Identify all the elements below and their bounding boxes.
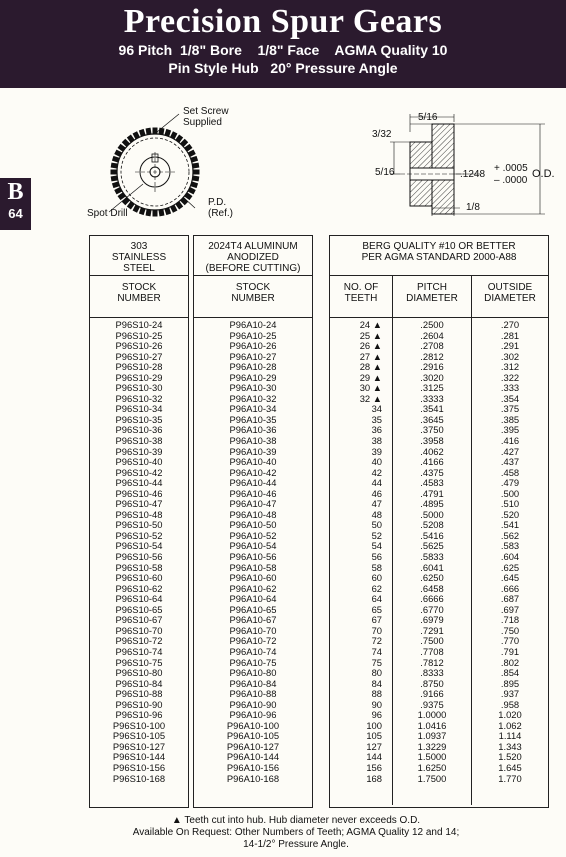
number-of-teeth: 127 [366, 740, 382, 752]
number-of-teeth: 39 [371, 445, 382, 457]
steel-stock-number: P96S10-144 [112, 751, 166, 763]
pitch-diameter: .5208 [420, 519, 444, 531]
aluminum-stock-number: P96A10-80 [229, 667, 277, 679]
section-tab [0, 178, 31, 230]
pitch-diameter: .3958 [420, 435, 444, 447]
pitch-diameter: .3125 [420, 382, 444, 394]
aluminum-stock-number: P96A10-46 [229, 487, 277, 499]
steel-stock-number: P96S10-34 [115, 403, 163, 415]
pitch-diameter: 1.3229 [417, 740, 447, 752]
aluminum-stock-number: P96A10-70 [229, 624, 277, 636]
footnote-line-2: Available On Request: Other Numbers of Teeth; AGMA Quality 12 and 14; [132, 827, 460, 838]
outside-diameter: .479 [500, 477, 520, 489]
steel-stock-number: P96S10-46 [115, 487, 163, 499]
outside-diameter: .604 [500, 551, 520, 563]
outside-diameter: .375 [500, 403, 520, 415]
steel-stock-number: P96S10-38 [115, 435, 163, 447]
aluminum-stock-number: P96A10-100 [226, 719, 280, 731]
outside-diameter: .802 [500, 656, 520, 668]
aluminum-stock-number: P96A10-32 [229, 392, 277, 404]
number-of-teeth: 64 [371, 593, 382, 605]
aluminum-stock-number: P96A10-38 [229, 435, 277, 447]
steel-stock-number: P96S10-156 [112, 761, 166, 773]
outside-diameter: .281 [500, 329, 520, 341]
steel-stock-number: P96S10-74 [115, 645, 163, 657]
number-of-teeth: 27 ▲ [359, 350, 382, 362]
steel-stock-number: P96S10-44 [115, 477, 163, 489]
steel-stock-number: P96S10-70 [115, 624, 163, 636]
steel-stock-panel [89, 235, 189, 808]
face-dimension-label: 1/8 [466, 202, 480, 213]
steel-stock-list [90, 318, 188, 784]
steel-stock-number: P96S10-52 [115, 529, 163, 541]
steel-stock-number: P96S10-30 [115, 382, 163, 394]
pitch-diameter: .6250 [420, 572, 444, 584]
pitch-diameter: .9375 [420, 698, 444, 710]
steel-stock-number: P96S10-67 [115, 614, 163, 626]
number-of-teeth: 96 [371, 709, 382, 721]
outside-diameter: .500 [500, 487, 520, 499]
pitch-diameter: .2916 [420, 361, 444, 373]
aluminum-stock-number: P96A10-26 [229, 340, 277, 352]
aluminum-stock-number: P96A10-105 [226, 730, 280, 742]
aluminum-material-header: 2024T4 ALUMINUM ANODIZED (BEFORE CUTTING) [194, 236, 312, 276]
header-banner [0, 0, 566, 88]
aluminum-stock-number: P96A10-44 [229, 477, 277, 489]
steel-stock-number: P96S10-100 [112, 719, 166, 731]
pitch-diameter: .6770 [420, 603, 444, 615]
pitch-diameter: .3333 [420, 392, 444, 404]
number-of-teeth: 46 [371, 487, 382, 499]
pitch-diameter: .6979 [420, 614, 444, 626]
steel-stock-column-header: STOCK NUMBER [90, 276, 188, 318]
pitch-diameter: 1.0000 [417, 709, 447, 721]
steel-stock-number: P96S10-75 [115, 656, 163, 668]
steel-stock-number: P96S10-48 [115, 508, 163, 520]
outside-diameter: .854 [500, 667, 520, 679]
outside-diameter: 1.520 [498, 751, 522, 763]
outside-diameter: .291 [500, 340, 520, 352]
footnote-line-1: ▲ Teeth cut into hub. Hub diameter never exceeds O.D. [171, 815, 421, 826]
aluminum-stock-number: P96A10-144 [226, 751, 280, 763]
bore-tolerance-minus: – .0000 [494, 175, 528, 186]
aluminum-stock-number: P96A10-35 [229, 413, 277, 425]
pitch-diameter: .4375 [420, 466, 444, 478]
outside-diameter: .958 [500, 698, 520, 710]
aluminum-stock-number: P96A10-156 [226, 761, 280, 773]
outside-diameter: .895 [500, 677, 520, 689]
steel-stock-number: P96S10-62 [115, 582, 163, 594]
aluminum-stock-number: P96A10-75 [229, 656, 277, 668]
bore-diameter-label: .1248 [460, 169, 486, 180]
aluminum-stock-number: P96A10-47 [229, 498, 277, 510]
pitch-diameter: 1.5000 [417, 751, 447, 763]
pitch-diameter: .7812 [420, 656, 444, 668]
pitch-diameter: .7708 [420, 645, 444, 657]
outside-diameter: .718 [500, 614, 520, 626]
number-of-teeth: 100 [366, 719, 382, 731]
outside-diameter: .354 [500, 392, 520, 404]
aluminum-stock-number: P96A10-96 [229, 709, 277, 721]
outside-diameter: 1.343 [498, 740, 522, 752]
outside-diameter: .458 [500, 466, 520, 478]
aluminum-stock-number: P96A10-65 [229, 603, 277, 615]
aluminum-stock-number: P96A10-40 [229, 456, 277, 468]
outside-diameter: 1.114 [498, 730, 522, 742]
aluminum-stock-number: P96A10-42 [229, 466, 277, 478]
spot-drill-label: Spot Drill [87, 208, 128, 219]
number-of-teeth: 36 [371, 424, 382, 436]
subtitle-line-1: 96 Pitch 1/8" Bore 1/8" Face AGMA Quality 10 [118, 42, 448, 58]
aluminum-stock-number: P96A10-29 [229, 371, 277, 383]
aluminum-stock-number: P96A10-67 [229, 614, 277, 626]
number-of-teeth: 32 ▲ [359, 392, 382, 404]
pitch-diameter-label: P.D. (Ref.) [208, 197, 233, 219]
aluminum-stock-number: P96A10-127 [226, 740, 280, 752]
aluminum-stock-number: P96A10-48 [229, 508, 277, 520]
aluminum-stock-number: P96A10-74 [229, 645, 277, 657]
pitch-diameter: .3750 [420, 424, 444, 436]
number-of-teeth: 25 ▲ [359, 329, 382, 341]
aluminum-stock-column-header: STOCK NUMBER [194, 276, 312, 318]
aluminum-stock-number: P96A10-28 [229, 361, 277, 373]
number-of-teeth: 28 ▲ [359, 361, 382, 373]
pitch-diameter: .9166 [420, 688, 444, 700]
number-of-teeth: 38 [371, 435, 382, 447]
outside-diameter: 1.645 [498, 761, 522, 773]
number-of-teeth: 29 ▲ [359, 371, 382, 383]
pitch-diameter: .7500 [420, 635, 444, 647]
outside-diameter: .625 [500, 561, 520, 573]
pitch-diameter: .3645 [420, 413, 444, 425]
aluminum-stock-number: P96A10-24 [229, 319, 277, 330]
pitch-diameter: 1.0937 [417, 730, 447, 742]
outside-diameter: .510 [500, 498, 520, 510]
pitch-diameter: .6666 [420, 593, 444, 605]
steel-stock-number: P96S10-28 [115, 361, 163, 373]
steel-stock-number: P96S10-24 [115, 319, 163, 330]
outside-diameter: .750 [500, 624, 520, 636]
steel-stock-number: P96S10-168 [112, 772, 166, 784]
face-width-label: 5/16 [418, 112, 438, 123]
steel-stock-number: P96S10-58 [115, 561, 163, 573]
subtitle-line-2: Pin Style Hub 20° Pressure Angle [168, 60, 398, 76]
outside-diameter: .416 [500, 435, 520, 447]
pitch-diameter: .7291 [420, 624, 444, 636]
outside-diameter: .322 [500, 371, 520, 383]
number-of-teeth: 75 [371, 656, 382, 668]
outside-diameter: .791 [500, 645, 520, 657]
steel-stock-number: P96S10-27 [115, 350, 163, 362]
steel-stock-number: P96S10-25 [115, 329, 163, 341]
outside-diameter: .666 [500, 582, 520, 594]
number-of-teeth: 67 [371, 614, 382, 626]
number-of-teeth: 24 ▲ [359, 319, 382, 330]
outside-diameter: .770 [500, 635, 520, 647]
teeth-list [330, 318, 392, 784]
steel-stock-number: P96S10-96 [115, 709, 163, 721]
outside-diameter: .583 [500, 540, 520, 552]
aluminum-stock-number: P96A10-30 [229, 382, 277, 394]
teeth-column-header: NO. OF TEETH [330, 276, 392, 318]
number-of-teeth: 144 [366, 751, 382, 763]
outside-diameter-list [472, 318, 548, 784]
outside-diameter: .385 [500, 413, 520, 425]
pitch-diameter: 1.0416 [417, 719, 447, 731]
pitch-diameter: .2812 [420, 350, 444, 362]
number-of-teeth: 56 [371, 551, 382, 563]
aluminum-stock-number: P96A10-64 [229, 593, 277, 605]
pitch-diameter: .4895 [420, 498, 444, 510]
pitch-diameter: .5625 [420, 540, 444, 552]
number-of-teeth: 65 [371, 603, 382, 615]
steel-stock-number: P96S10-40 [115, 456, 163, 468]
outside-diameter: .687 [500, 593, 520, 605]
footnote-line-3: 14-1/2° Pressure Angle. [243, 839, 349, 850]
steel-stock-number: P96S10-80 [115, 667, 163, 679]
steel-stock-number: P96S10-42 [115, 466, 163, 478]
outside-diameter: .520 [500, 508, 520, 520]
pitch-diameter: .5000 [420, 508, 444, 520]
steel-stock-number: P96S10-50 [115, 519, 163, 531]
pitch-diameter: .4166 [420, 456, 444, 468]
pitch-diameter: .6458 [420, 582, 444, 594]
number-of-teeth: 90 [371, 698, 382, 710]
pitch-diameter: .8750 [420, 677, 444, 689]
aluminum-stock-number: P96A10-58 [229, 561, 277, 573]
pitch-diameter: .4791 [420, 487, 444, 499]
aluminum-stock-number: P96A10-27 [229, 350, 277, 362]
pitch-diameter: 1.6250 [417, 761, 447, 773]
set-screw-label: Set Screw Supplied [183, 106, 229, 128]
steel-stock-number: P96S10-47 [115, 498, 163, 510]
outside-diameter: 1.020 [498, 709, 522, 721]
aluminum-stock-number: P96A10-36 [229, 424, 277, 436]
aluminum-stock-number: P96A10-50 [229, 519, 277, 531]
section-page-number: 64 [8, 206, 23, 221]
bore-tolerance-plus: + .0005 [494, 163, 528, 174]
aluminum-stock-number: P96A10-25 [229, 329, 277, 341]
gear-dimensions-panel [329, 235, 549, 808]
pitch-diameter: .6041 [420, 561, 444, 573]
outside-diameter: 1.770 [498, 772, 522, 784]
outside-diameter-label: O.D. [532, 168, 555, 180]
pitch-diameter: .2500 [420, 319, 444, 330]
steel-stock-number: P96S10-72 [115, 635, 163, 647]
outside-diameter: .395 [500, 424, 520, 436]
berg-quality-header: BERG QUALITY #10 OR BETTER PER AGMA STANDARD 2000-A88 [330, 236, 548, 276]
steel-stock-number: P96S10-105 [112, 730, 166, 742]
pitch-diameter: .5833 [420, 551, 444, 563]
outside-diameter: .302 [500, 350, 520, 362]
pitch-diameter: .5416 [420, 529, 444, 541]
number-of-teeth: 30 ▲ [359, 382, 382, 394]
steel-stock-number: P96S10-54 [115, 540, 163, 552]
number-of-teeth: 70 [371, 624, 382, 636]
aluminum-stock-list [194, 318, 312, 784]
number-of-teeth: 168 [366, 772, 382, 784]
pitch-diameter-column-header: PITCH DIAMETER [393, 276, 471, 318]
number-of-teeth: 54 [371, 540, 382, 552]
number-of-teeth: 52 [371, 529, 382, 541]
hub-offset-label: 3/32 [372, 129, 392, 140]
outside-diameter: .541 [500, 519, 520, 531]
outside-diameter: .312 [500, 361, 520, 373]
pitch-diameter-list [393, 318, 471, 784]
aluminum-stock-number: P96A10-84 [229, 677, 277, 689]
steel-stock-number: P96S10-26 [115, 340, 163, 352]
number-of-teeth: 156 [366, 761, 382, 773]
steel-stock-number: P96S10-32 [115, 392, 163, 404]
aluminum-stock-number: P96A10-62 [229, 582, 277, 594]
aluminum-stock-number: P96A10-168 [226, 772, 280, 784]
section-letter: B [7, 179, 24, 205]
steel-stock-number: P96S10-64 [115, 593, 163, 605]
pitch-diameter: .3020 [420, 371, 444, 383]
number-of-teeth: 105 [366, 730, 382, 742]
aluminum-stock-number: P96A10-54 [229, 540, 277, 552]
aluminum-stock-number: P96A10-72 [229, 635, 277, 647]
outside-diameter-column-header: OUTSIDE DIAMETER [472, 276, 548, 318]
number-of-teeth: 62 [371, 582, 382, 594]
number-of-teeth: 72 [371, 635, 382, 647]
outside-diameter: .697 [500, 603, 520, 615]
outside-diameter: .270 [500, 319, 520, 330]
number-of-teeth: 47 [371, 498, 382, 510]
steel-stock-number: P96S10-36 [115, 424, 163, 436]
number-of-teeth: 26 ▲ [359, 340, 382, 352]
steel-stock-number: P96S10-29 [115, 371, 163, 383]
steel-stock-number: P96S10-88 [115, 688, 163, 700]
page-title: Precision Spur Gears [123, 3, 443, 40]
footnote [96, 815, 496, 851]
steel-material-header: 303 STAINLESS STEEL [90, 236, 188, 276]
pitch-diameter: .4062 [420, 445, 444, 457]
steel-stock-number: P96S10-84 [115, 677, 163, 689]
aluminum-stock-number: P96A10-52 [229, 529, 277, 541]
outside-diameter: .427 [500, 445, 520, 457]
aluminum-stock-number: P96A10-56 [229, 551, 277, 563]
number-of-teeth: 88 [371, 688, 382, 700]
steel-stock-number: P96S10-65 [115, 603, 163, 615]
outside-diameter: .333 [500, 382, 520, 394]
pitch-diameter: .8333 [420, 667, 444, 679]
number-of-teeth: 40 [371, 456, 382, 468]
aluminum-stock-number: P96A10-88 [229, 688, 277, 700]
number-of-teeth: 44 [371, 477, 382, 489]
aluminum-stock-number: P96A10-90 [229, 698, 277, 710]
aluminum-stock-panel [193, 235, 313, 808]
steel-stock-number: P96S10-60 [115, 572, 163, 584]
pitch-diameter: .3541 [420, 403, 444, 415]
number-of-teeth: 48 [371, 508, 382, 520]
steel-stock-number: P96S10-35 [115, 413, 163, 425]
outside-diameter: .645 [500, 572, 520, 584]
number-of-teeth: 35 [371, 413, 382, 425]
pitch-diameter: 1.7500 [417, 772, 447, 784]
pitch-diameter: .2604 [420, 329, 444, 341]
number-of-teeth: 84 [371, 677, 382, 689]
number-of-teeth: 50 [371, 519, 382, 531]
number-of-teeth: 42 [371, 466, 382, 478]
steel-stock-number: P96S10-127 [112, 740, 166, 752]
outside-diameter: 1.062 [498, 719, 522, 731]
number-of-teeth: 60 [371, 572, 382, 584]
aluminum-stock-number: P96A10-34 [229, 403, 277, 415]
aluminum-stock-number: P96A10-60 [229, 572, 277, 584]
number-of-teeth: 80 [371, 667, 382, 679]
number-of-teeth: 74 [371, 645, 382, 657]
steel-stock-number: P96S10-90 [115, 698, 163, 710]
outside-diameter: .937 [500, 688, 520, 700]
pitch-diameter: .4583 [420, 477, 444, 489]
steel-stock-number: P96S10-39 [115, 445, 163, 457]
outside-diameter: .562 [500, 529, 520, 541]
hub-diameter-label: 5/16 [375, 167, 395, 178]
pitch-diameter: .2708 [420, 340, 444, 352]
number-of-teeth: 34 [371, 403, 382, 415]
number-of-teeth: 58 [371, 561, 382, 573]
outside-diameter: .437 [500, 456, 520, 468]
aluminum-stock-number: P96A10-39 [229, 445, 277, 457]
steel-stock-number: P96S10-56 [115, 551, 163, 563]
